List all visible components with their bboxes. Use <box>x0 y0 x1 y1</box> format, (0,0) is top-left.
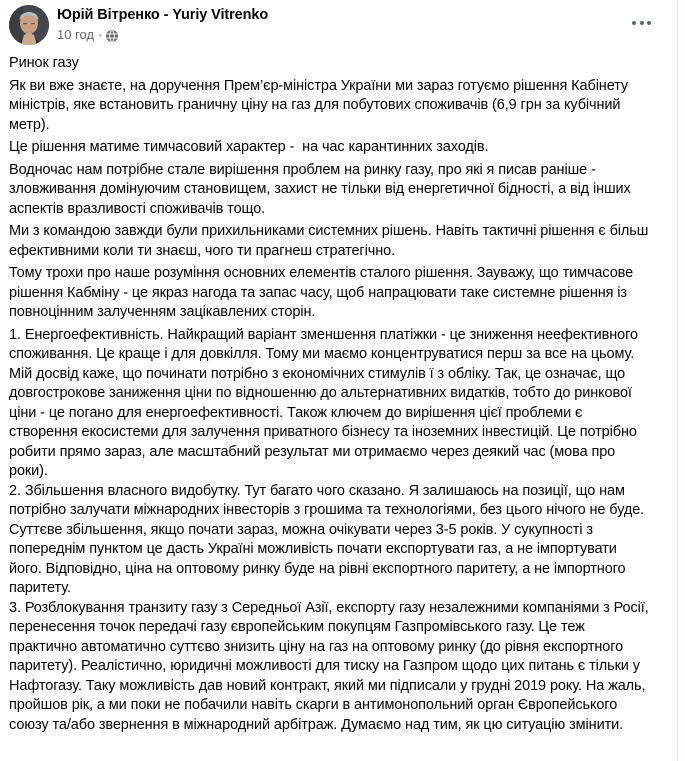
globe-icon <box>106 30 118 42</box>
post-paragraph-title: Ринок газу <box>9 55 79 71</box>
post-header-text <box>57 5 624 43</box>
author-name[interactable]: Юрій Вітренко - Yuriy Vitrenko <box>57 7 269 23</box>
meta-separator: · <box>98 27 103 42</box>
scrollbar-track[interactable] <box>677 0 685 761</box>
post-paragraph: Водночас нам потрібне стале вирішення проблем на ринку газу, про які я писав раніше - зловживання домінуючим становищем, захист не тільки від енергетичної бідності, а від інших аспектів вразливості споживачів тощо. <box>9 161 635 217</box>
post-options-button[interactable] <box>624 11 659 35</box>
timestamp[interactable]: 10 год <box>57 27 95 42</box>
profile-photo-icon <box>9 5 49 45</box>
three-dots-menu-icon <box>632 21 636 25</box>
post-paragraph: Ми з командою завжди були прихильниками системних рішень. Навіть тактичні рішення є більш ефективними коли ти знаєш, чого ти прагнеш стратегічно. <box>9 223 653 259</box>
post-paragraph: Тому трохи про наше розуміння основних елементів сталого рішення. Зауважу, що тимчасове рішення Кабміну - це якраз нагода та запас часу, щоб напрацювати таке системне рішення із повноцінним залученням зацікавлених сторін. <box>9 265 638 320</box>
post-paragraph: Як ви вже знаєте, на доручення Прем’єр-міністра України ми зараз готуємо рішення Кабінету міністрів, яке встановить граничну ціну на газ для побутових споживачів (6,9 грн за кубічний метр). <box>9 77 632 133</box>
post-content <box>9 54 653 735</box>
post-meta <box>57 27 624 43</box>
post-paragraph-numbered-list: 1. Енергоефективність. Найкращий варіант зменшення платіжки - це зниження неефективного споживання. Це краще і для довкілля. Тому ми маємо концентруватися перш за все на цьому. Мій досвід каже, що починати потрібно з економічних стимулів ї з обліку. Так, це означає, що довгострокове заниження ціни по відношенню до альтернативних видатків, тобто до ринкової ціни - це погано для енергоефективності. Також ключем до вирішення цієї проблеми є створення екосистеми для залучення приватного бізнесу та іноземних інвестицій. Це потрібно робити прямо зараз, але масштабний результат ми отримаємо через деякий час (мова про роки). 2. Збільшення власного видобутку. Тут багато чого сказано. Я залишаюсь на позиції, що нам потрібно залучати міжнародних інвесторів з грошима та технологіями, без цього нічого не буде. Суттєве збільшення, якщо почати зараз, можна очікувати через 3-5 років. У сукупності з попереднім пунктом це дасть Україні можливість почати експортувати газ, а не імпортувати його. Відповідно, ціна на оптовому ринку буде на рівні експортного паритету, а не імпортного паритету. 3. Розблокування транзиту газу з Середньої Азії, експорту газу незалежними компаніями з Росії, перенесення точок передачі газу європейським покупцям Газпромівського газу. Це теж практично автоматично суттєво знизить ціну на газ на оптовому ринку (до рівня експортного паритету). Реалістично, юридичні можливості для тиску на Газпром щодо цих питань є тільки у Нафтогазу. Таку можливість дав новий контракт, який ми підписали у грудні 2019 року. На жаль, пройшов рік, а ми поки не побачили навіть скарги в антимонопольний орган Європейського союзу та/або звернення в міжнародний арбітраж. Думаємо над тим, як цю ситуацію змінити. <box>9 326 649 733</box>
post-header <box>9 5 653 45</box>
avatar[interactable] <box>9 5 49 45</box>
post-paragraph: Це рішення матиме тимчасовий характер - на час карантинних заходів. <box>9 139 489 155</box>
three-dots-menu-icon <box>647 21 651 25</box>
three-dots-menu-icon <box>640 21 644 25</box>
